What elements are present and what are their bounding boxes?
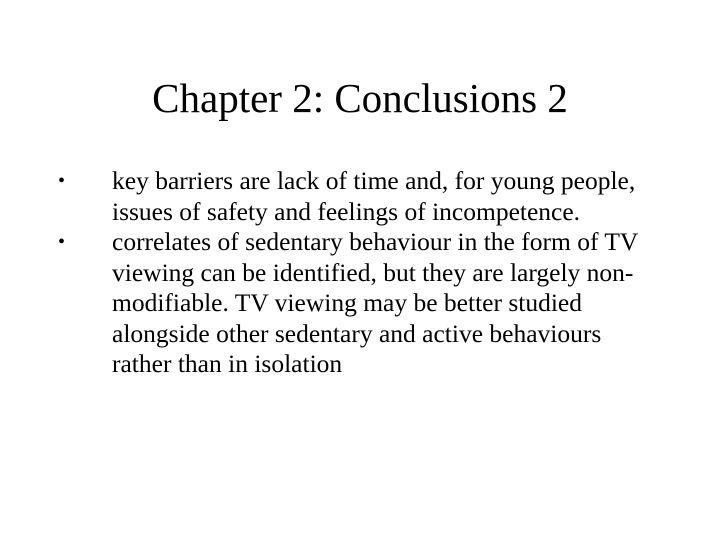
bullet-marker: • [58, 170, 66, 192]
bullet-item-barriers [58, 166, 658, 227]
bullet-text: key barriers are lack of time and, for young people, issues of safety and feelings of incompetence. [112, 166, 636, 226]
slide-title: Chapter 2: Conclusions 2 [152, 75, 568, 121]
bullet-text: correlates of sedentary behaviour in the form of TV viewing can be identified, but they are largely non-modifiable. TV viewing may be better studied alongside other sedentary and active behaviours rather than in isolation [112, 227, 638, 378]
bullet-item-correlates [58, 227, 658, 380]
bullet-list [58, 166, 658, 380]
bullet-marker: • [58, 231, 66, 253]
